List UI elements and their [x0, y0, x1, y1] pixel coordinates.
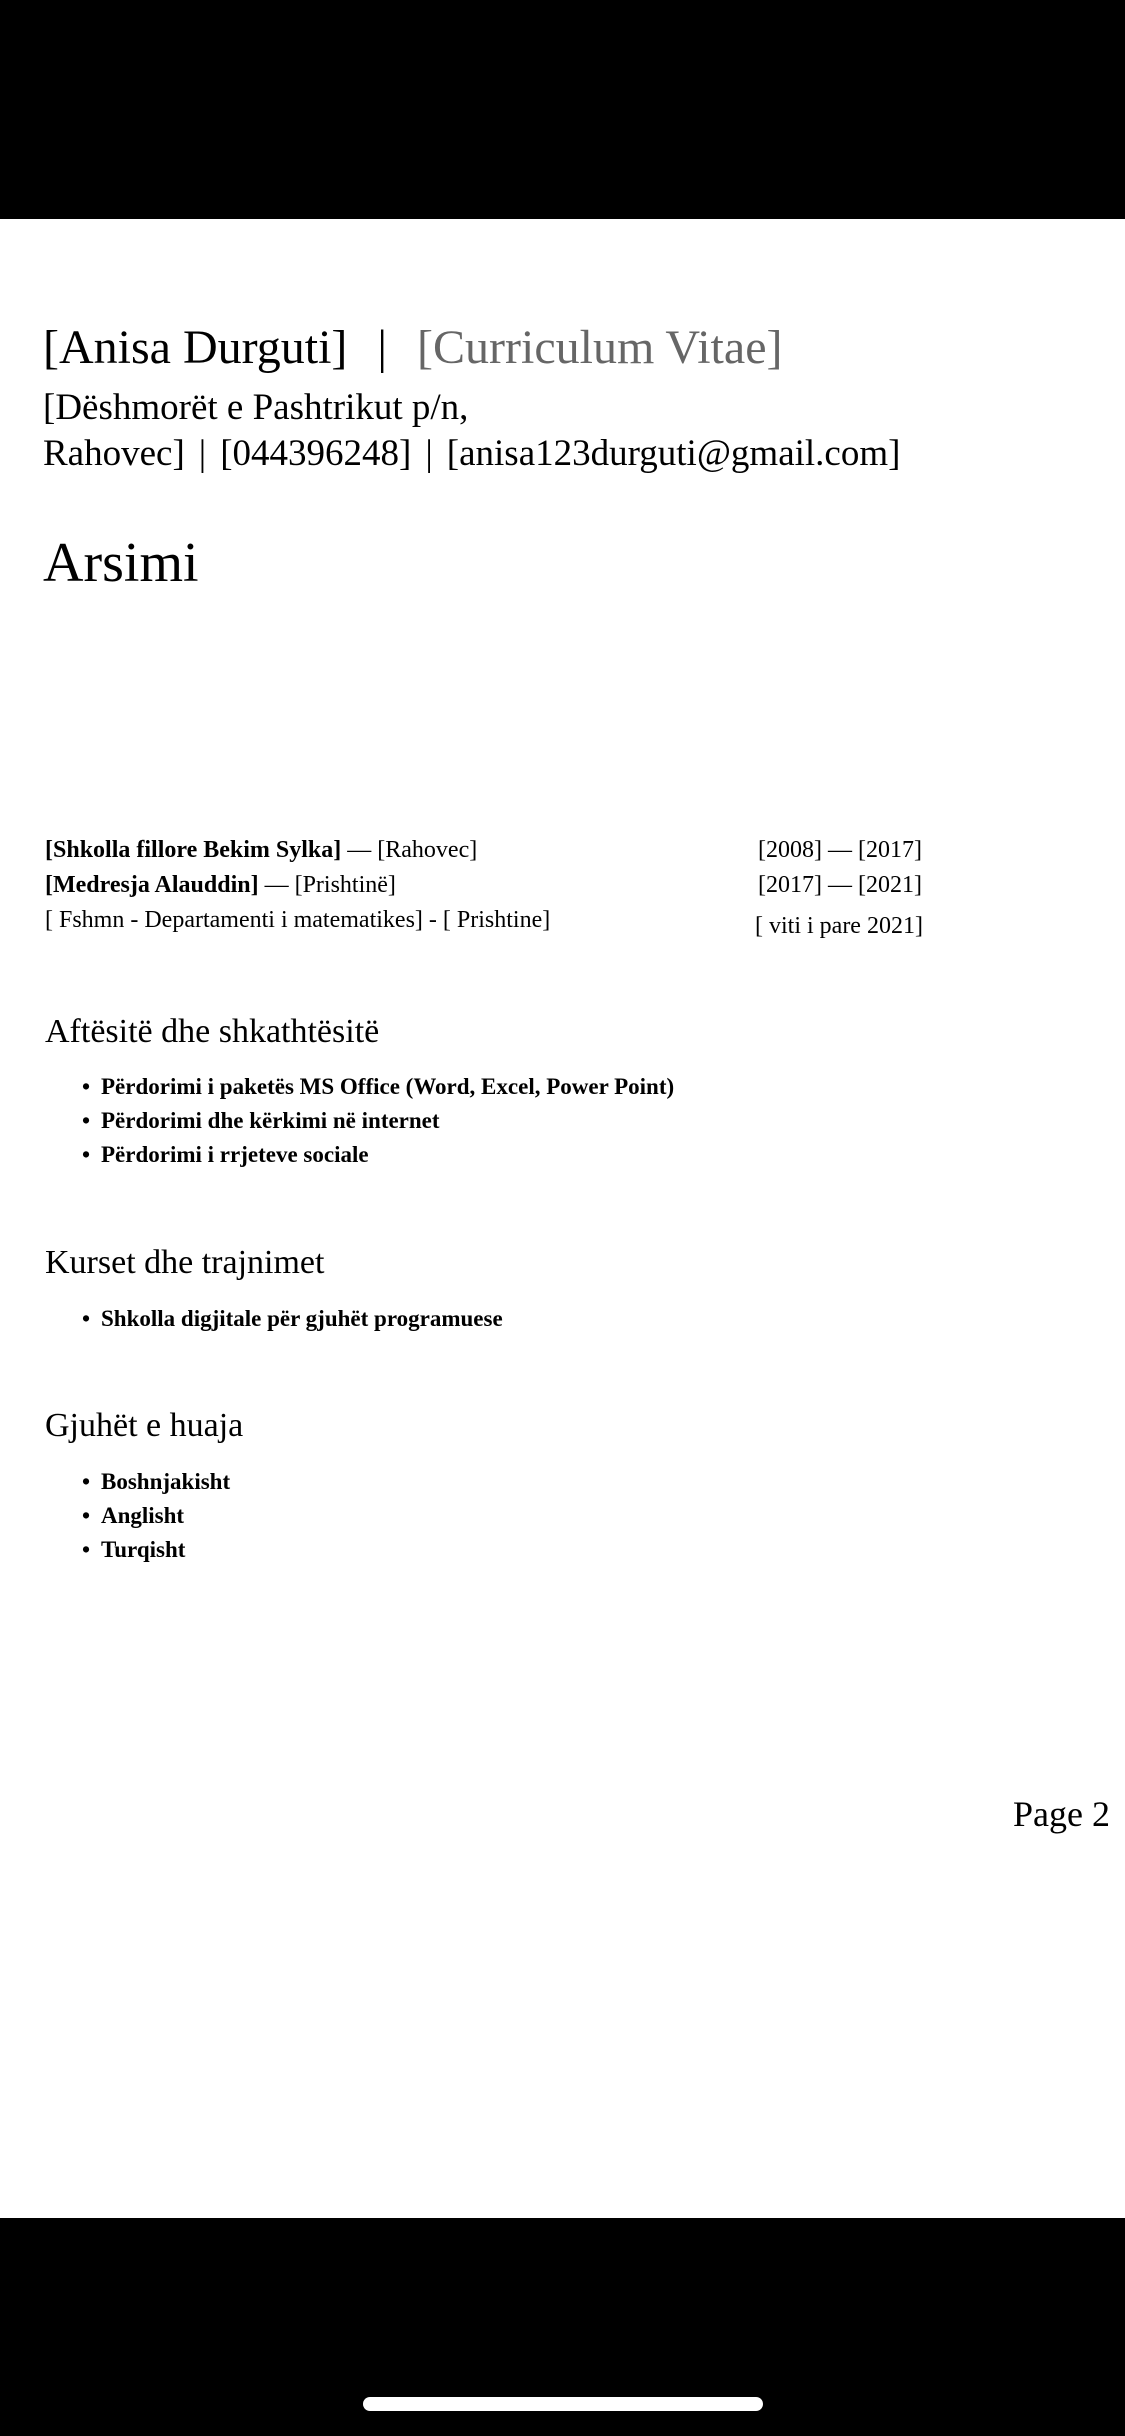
list-item: • Shkolla digjitale për gjuhët programuese	[82, 1302, 503, 1336]
list-item: • Përdorimi dhe kërkimi në internet	[82, 1104, 674, 1138]
education-years: [ viti i pare 2021]	[755, 913, 923, 939]
header-separator: |	[377, 321, 388, 374]
list-item: • Përdorimi i paketës MS Office (Word, Excel, Power Point)	[82, 1070, 674, 1104]
education-entry-text: [ Fshmn - Departamenti i matematikes] - [ Prishtine]	[45, 907, 551, 933]
dash: —	[341, 837, 378, 863]
school-name: [Shkolla fillore Bekim Sylka]	[45, 837, 342, 863]
dash: —	[258, 872, 295, 898]
skills-list	[82, 1070, 674, 1172]
address-city: Rahovec]	[43, 433, 185, 474]
document-page	[0, 219, 1125, 2218]
school-place: [Rahovec]	[377, 837, 478, 863]
address-line-1: [Dëshmorët e Pashtrikut p/n,	[43, 387, 469, 428]
skills-heading: Aftësitë dhe shkathtësitë	[45, 1013, 380, 1050]
contact-block	[43, 385, 900, 477]
phone-number: [044396248]	[220, 433, 412, 474]
email-address: [anisa123durguti@gmail.com]	[446, 433, 901, 474]
courses-heading: Kurset dhe trajnimet	[45, 1244, 325, 1281]
page-number: Page 2	[1013, 1794, 1110, 1834]
education-heading: Arsimi	[43, 532, 199, 594]
education-entry-left	[45, 868, 396, 902]
education-years: [2017] — [2021]	[758, 872, 922, 898]
cv-header	[43, 319, 782, 377]
top-black-bar	[0, 0, 1125, 219]
contact-separator: |	[425, 433, 433, 474]
list-item: • Anglisht	[82, 1499, 230, 1533]
school-name: [Medresja Alauddin]	[45, 872, 259, 898]
courses-list	[82, 1302, 503, 1336]
cv-name: [Anisa Durguti]	[43, 321, 348, 374]
languages-list	[82, 1465, 230, 1567]
school-place: [Prishtinë]	[294, 872, 396, 898]
address-line-2	[43, 431, 900, 477]
list-item: • Turqisht	[82, 1533, 230, 1567]
contact-separator: |	[198, 433, 207, 474]
languages-heading: Gjuhët e huaja	[45, 1407, 244, 1444]
education-years: [2008] — [2017]	[758, 837, 922, 863]
list-item: • Boshnjakisht	[82, 1465, 230, 1499]
education-entry-left	[45, 833, 477, 867]
list-item: • Përdorimi i rrjeteve sociale	[82, 1138, 674, 1172]
home-indicator[interactable]	[363, 2397, 763, 2411]
cv-title: [Curriculum Vitae]	[417, 321, 783, 374]
